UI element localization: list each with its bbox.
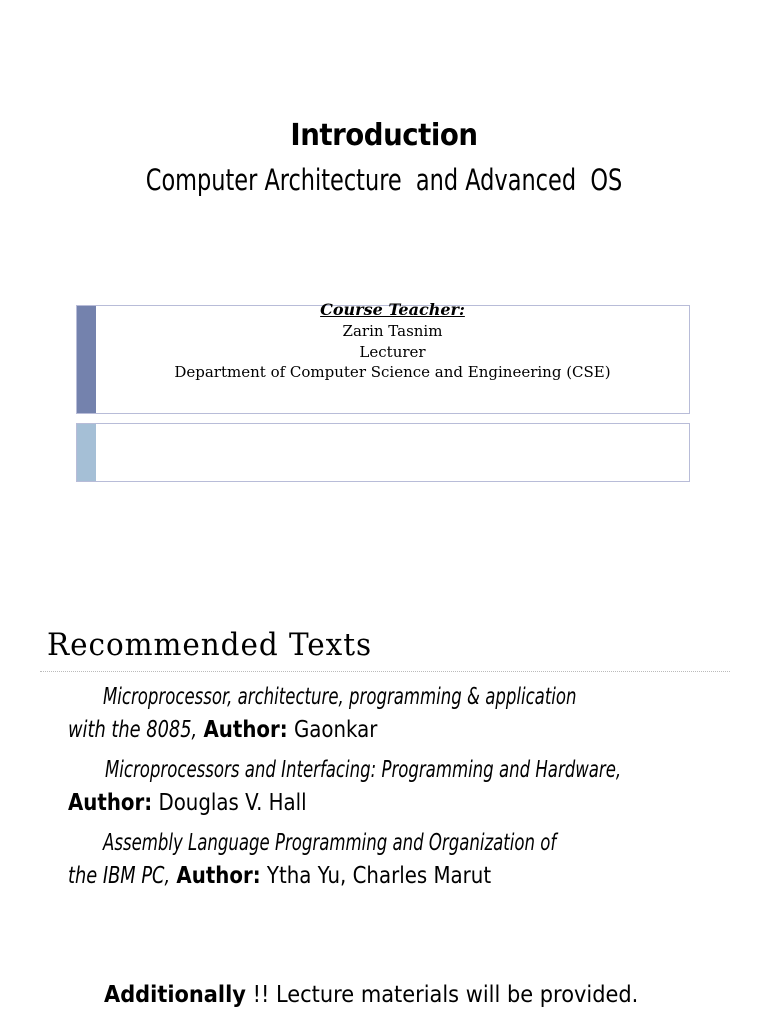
reference-1-author: Gaonkar bbox=[293, 717, 378, 743]
reference-2-line-1 bbox=[105, 757, 621, 783]
teacher-department: Department of Computer Science and Engineering (CSE) bbox=[174, 363, 611, 381]
additional-note-bold: Additionally bbox=[104, 982, 246, 1008]
reference-3-author: Ytha Yu, Charles Marut bbox=[266, 863, 492, 889]
recommended-texts-title: Recommended Texts bbox=[47, 627, 373, 663]
course-teacher-box bbox=[76, 300, 690, 414]
title-divider bbox=[40, 671, 730, 672]
reference-1-line-1 bbox=[103, 684, 577, 710]
reference-3-line-1 bbox=[103, 830, 556, 856]
teacher-name: Zarin Tasnim bbox=[342, 322, 443, 340]
reference-2-author: Douglas V. Hall bbox=[158, 790, 307, 816]
reference-2-title: Microprocessors and Interfacing: Programming and Hardware, bbox=[105, 757, 622, 783]
additional-note bbox=[104, 982, 638, 1008]
reference-2-author-label: Author: bbox=[68, 790, 153, 816]
reference-3-title-cont: the IBM PC, bbox=[68, 863, 171, 889]
reference-3-title: Assembly Language Programming and Organization of bbox=[103, 830, 557, 856]
reference-2-line-2 bbox=[68, 790, 307, 816]
reference-3-line-2 bbox=[68, 863, 491, 889]
intro-title: Introduction bbox=[290, 118, 478, 153]
course-title: Computer Architecture and Advanced OS bbox=[145, 163, 623, 197]
teacher-box-accent-bar bbox=[77, 306, 96, 413]
additional-note-text: !! Lecture materials will be provided. bbox=[245, 982, 639, 1008]
reference-1-title-cont: with the 8085, bbox=[68, 717, 198, 743]
empty-box bbox=[76, 423, 690, 482]
teacher-position: Lecturer bbox=[359, 343, 426, 361]
reference-1-line-2 bbox=[68, 717, 377, 743]
empty-box-accent-bar bbox=[77, 424, 96, 481]
reference-1-author-label: Author: bbox=[203, 717, 288, 743]
reference-1-title: Microprocessor, architecture, programming & application bbox=[103, 684, 577, 710]
course-teacher-heading: Course Teacher: bbox=[320, 300, 465, 319]
reference-3-author-label: Author: bbox=[176, 863, 261, 889]
